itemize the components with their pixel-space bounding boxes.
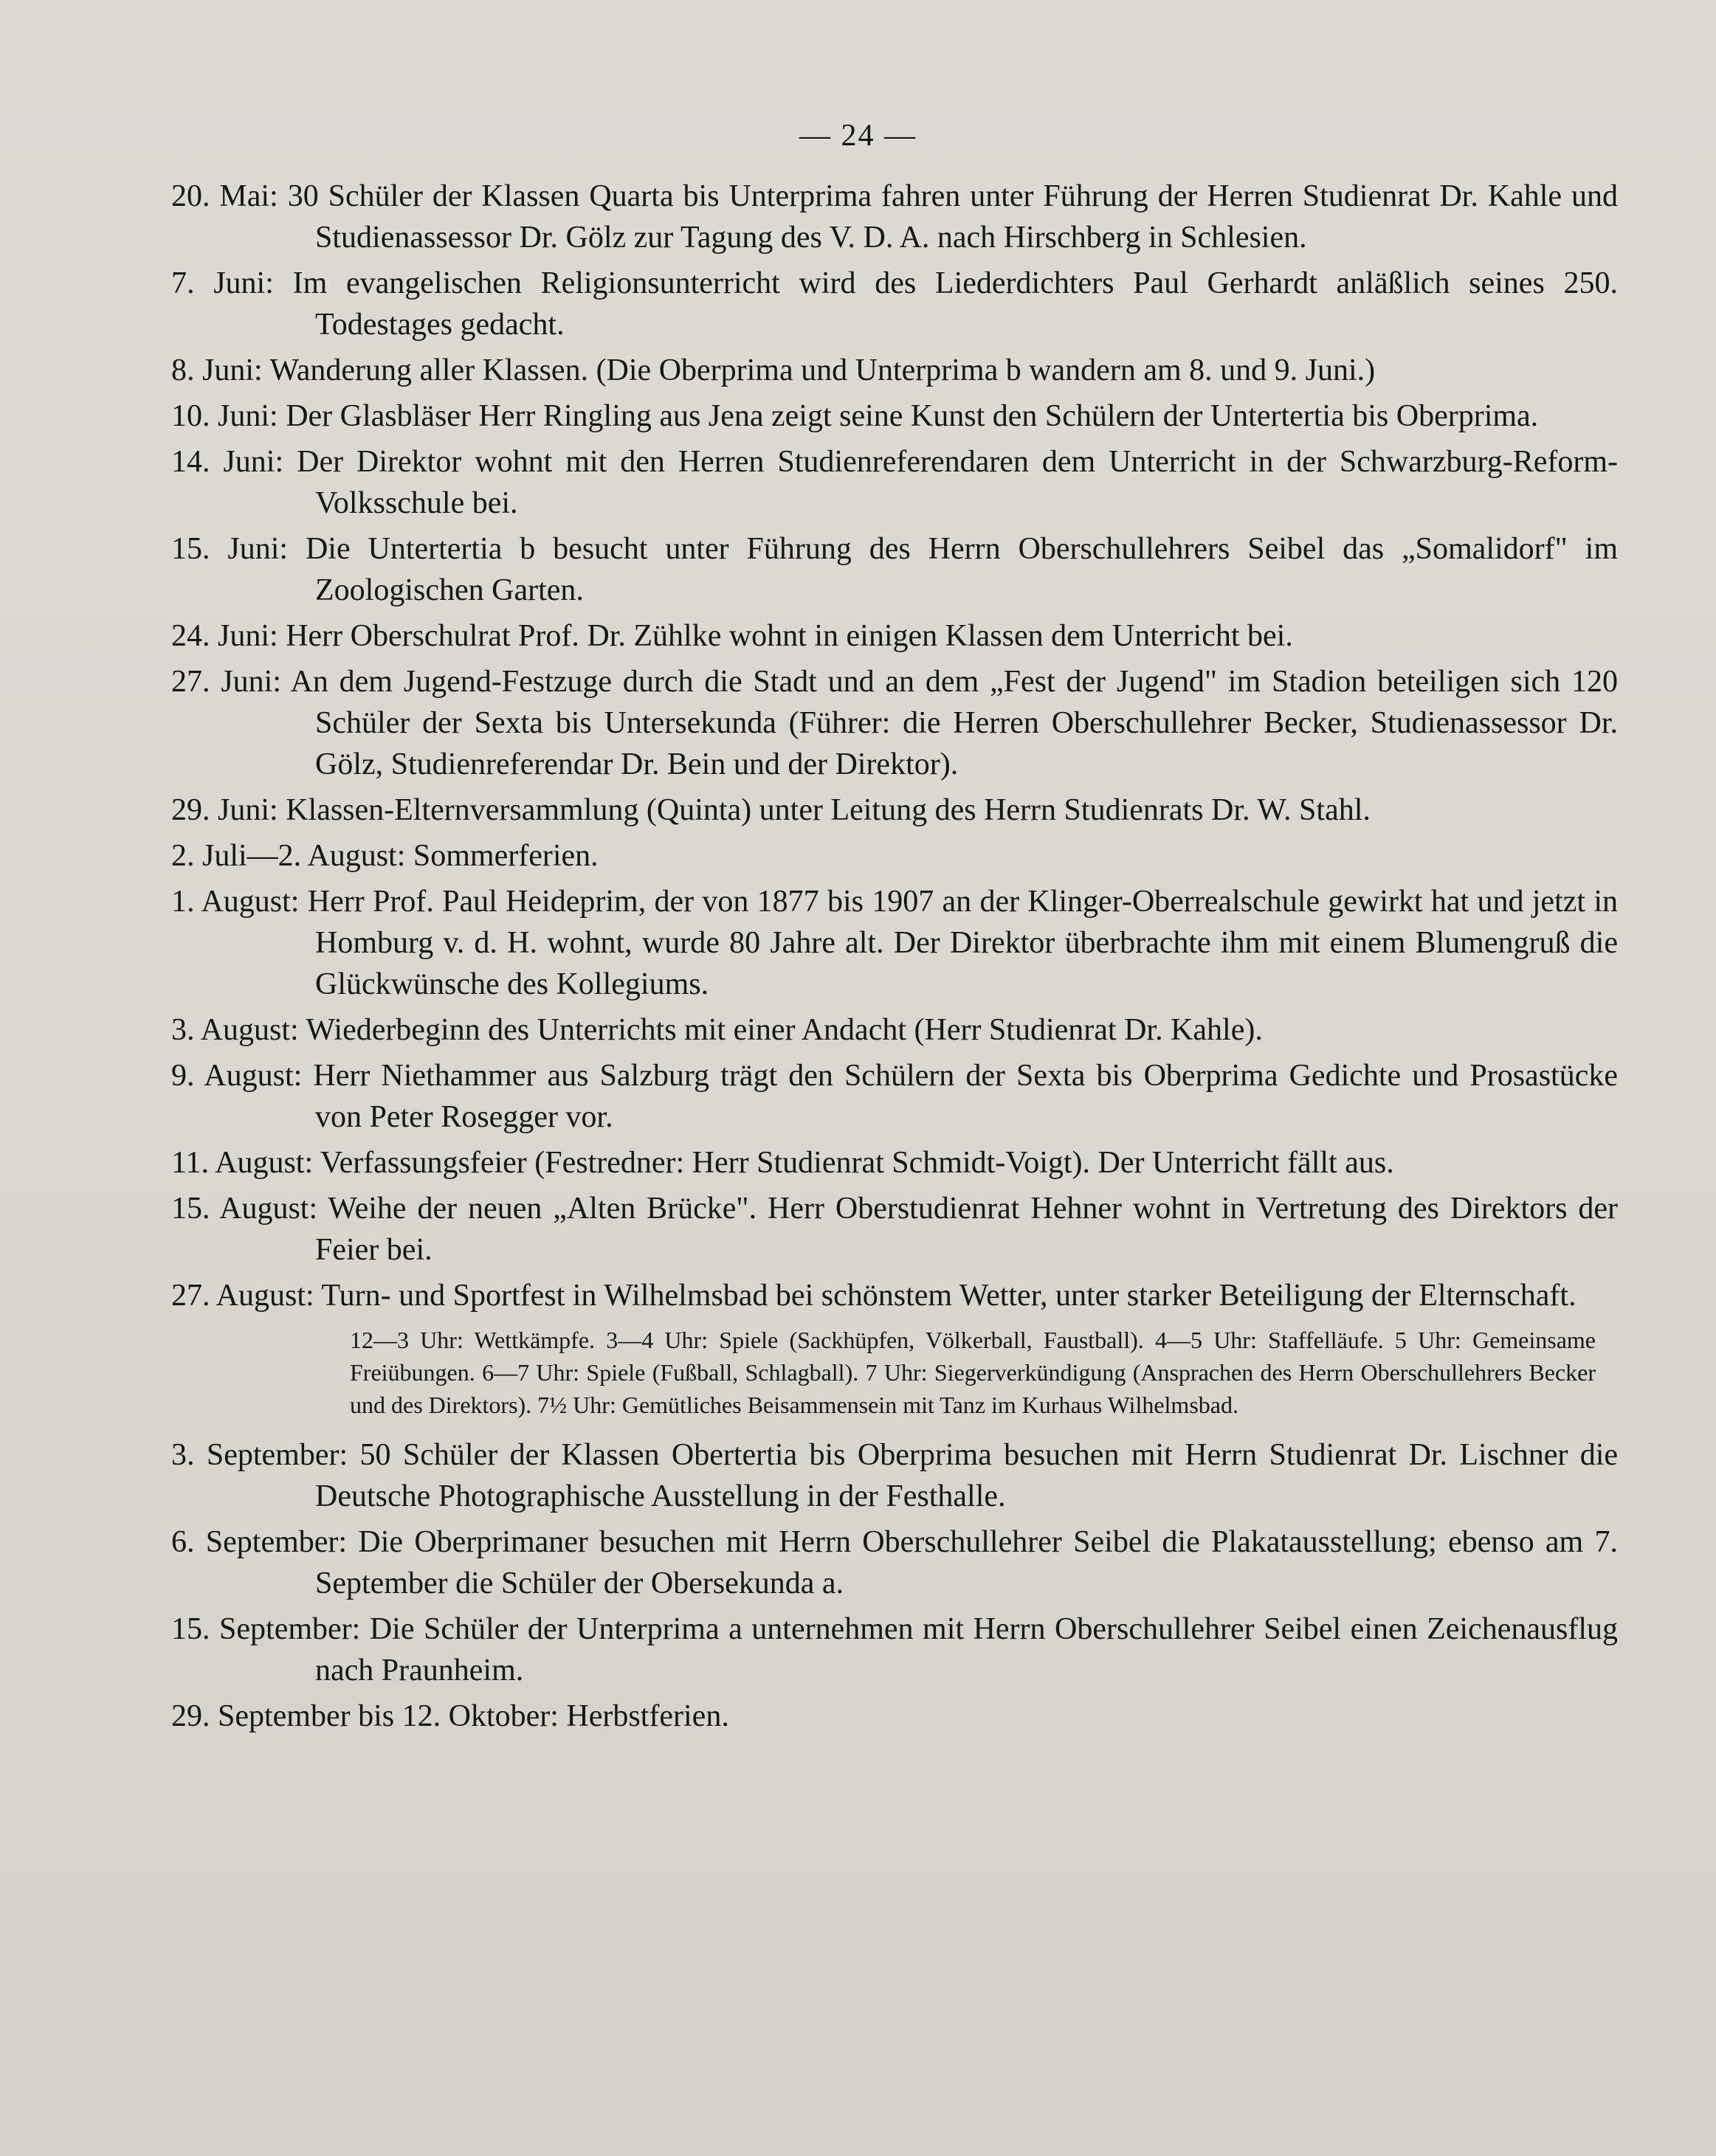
entry-date: 8. Juni: — [171, 353, 263, 387]
entry-date: 11. August: — [171, 1146, 314, 1180]
entry-text: Herr Niethammer aus Salzburg trägt den Schülern der Sexta bis Oberprima Gedichte und Prosastücke von Peter Rosegger vor. — [313, 1059, 1618, 1134]
entry-14-juni — [171, 441, 1618, 524]
entry-text: Die Schüler der Unterprima a unternehmen mit Herrn Oberschullehrer Seibel einen Zeichenausflug nach Praunheim. — [315, 1612, 1618, 1687]
entry-date: 1. August: — [171, 885, 300, 919]
entry-date: 15. September: — [171, 1612, 361, 1646]
entry-date: 3. September: — [171, 1438, 348, 1472]
entry-15-juni — [171, 528, 1618, 611]
entry-11-august — [171, 1142, 1618, 1184]
entry-date: 3. August: — [171, 1013, 299, 1047]
entry-text: Herr Oberschulrat Prof. Dr. Zühlke wohnt in einigen Klassen dem Unterricht bei. — [286, 619, 1293, 653]
entry-29-juni — [171, 790, 1618, 831]
entry-text: Die Oberprimaner besuchen mit Herrn Oberschullehrer Seibel die Plakatausstellung; ebenso am 7. September die Schüler der Obersekunda a. — [315, 1525, 1619, 1600]
entry-text: Im evangelischen Religionsunterricht wird des Liederdichters Paul Gerhardt anläßlich seines 250. Todestages gedacht. — [292, 266, 1618, 342]
entry-6-september — [171, 1521, 1618, 1604]
entry-text: 30 Schüler der Klassen Quarta bis Unterprima fahren unter Führung der Herren Studienrat Dr. Kahle und Studienassessor Dr. Gölz zur Tagung des V. D. A. nach Hirschberg in Schlesien. — [287, 179, 1619, 255]
entry-date: 15. Juni: — [171, 532, 289, 566]
entry-text: Die Untertertia b besucht unter Führung des Herrn Oberschullehrers Seibel das „Somalidorf" im Zoologischen Garten. — [305, 532, 1618, 607]
entry-3-september — [171, 1434, 1618, 1517]
entry-24-juni — [171, 615, 1618, 657]
entry-text: Klassen-Elternversammlung (Quinta) unter Leitung des Herrn Studienrats Dr. W. Stahl. — [286, 793, 1371, 827]
entry-date: 6. September: — [171, 1525, 348, 1559]
entry-text: Verfassungsfeier (Festredner: Herr Studienrat Schmidt-Voigt). Der Unterricht fällt aus. — [320, 1146, 1394, 1180]
entry-text: Wiederbeginn des Unterrichts mit einer Andacht (Herr Studienrat Dr. Kahle). — [306, 1013, 1263, 1047]
entry-date: 20. Mai: — [171, 179, 278, 213]
entry-text: An dem Jugend-Festzuge durch die Stadt und an dem „Fest der Jugend" im Stadion beteiligen sich 120 Schüler der Sexta bis Untersekunda (Führer: die Herren Oberschullehrer Becker, Studienassessor Dr. Gölz, Studienreferendar Dr. Bein und der Direktor). — [290, 665, 1618, 781]
entry-date: 2. Juli—2. August: — [171, 839, 406, 873]
chronicle-entries — [171, 176, 1618, 1741]
entry-text: 50 Schüler der Klassen Obertertia bis Oberprima besuchen mit Herrn Studienrat Dr. Lischner die Deutsche Photographische Ausstellung in der Festhalle. — [315, 1438, 1619, 1513]
entry-text: Weihe der neuen „Alten Brücke". Herr Oberstudienrat Hehner wohnt in Vertretung des Direktors der Feier bei. — [315, 1192, 1619, 1267]
entry-20-mai — [171, 176, 1618, 258]
entry-date: 9. August: — [171, 1059, 303, 1093]
entry-date: 27. August: — [171, 1279, 314, 1313]
entry-3-august — [171, 1009, 1618, 1051]
entry-27-august — [171, 1275, 1618, 1316]
sportfest-schedule-note: 12—3 Uhr: Wettkämpfe. 3—4 Uhr: Spiele (Sackhüpfen, Völkerball, Faustball). 4—5 Uhr: Staffelläufe. 5 Uhr: Gemeinsame Freiübungen. 6—7 Uhr: Spiele (Fußball, Schlagball). 7 Uhr: Siegerverkündigung (Ansprachen des Herrn Oberschullehrers Becker und des Direktors). 7½ Uhr: Gemütliches Beisammensein mit Tanz im Kurhaus Wilhelmsbad. — [350, 1327, 1596, 1418]
entry-date: 29. September bis 12. Oktober: — [171, 1699, 559, 1733]
entry-text: Sommerferien. — [413, 839, 599, 873]
entry-date: 10. Juni: — [171, 399, 278, 433]
entry-text: Turn- und Sportfest in Wilhelmsbad bei schönstem Wetter, unter starker Beteiligung der Elternschaft. — [321, 1279, 1577, 1313]
entry-7-juni — [171, 263, 1618, 345]
entry-date: 7. Juni: — [171, 266, 274, 300]
entry-15-august — [171, 1188, 1618, 1271]
entry-text: Der Direktor wohnt mit den Herren Studienreferendaren dem Unterricht in der Schwarzburg-Reform-Volksschule bei. — [297, 445, 1618, 520]
entry-text: Herbstferien. — [566, 1699, 729, 1733]
entry-date: 27. Juni: — [171, 665, 281, 699]
entry-text: Herr Prof. Paul Heideprim, der von 1877 bis 1907 an der Klinger-Oberrealschule gewirkt hat und jetzt in Homburg v. d. H. wohnt, wurde 80 Jahre alt. Der Direktor überbrachte ihm mit einem Blumengruß die Glückwünsche des Kollegiums. — [307, 885, 1619, 1001]
entry-text: Der Glasbläser Herr Ringling aus Jena zeigt seine Kunst den Schülern der Untertertia bis Oberprima. — [286, 399, 1539, 433]
entry-date: 14. Juni: — [171, 445, 284, 479]
entry-1-august — [171, 881, 1618, 1005]
entry-10-juni — [171, 395, 1618, 437]
entry-date: 15. August: — [171, 1192, 318, 1226]
entry-27-juni — [171, 661, 1618, 785]
page-number: — 24 — — [799, 119, 917, 153]
entry-29-september — [171, 1696, 1618, 1737]
entry-8-juni — [171, 350, 1618, 391]
entry-2-juli — [171, 835, 1618, 877]
entry-text: Wanderung aller Klassen. (Die Oberprima und Unterprima b wandern am 8. und 9. Juni.) — [269, 353, 1376, 387]
entry-date: 29. Juni: — [171, 793, 278, 827]
entry-15-september — [171, 1609, 1618, 1691]
entry-date: 24. Juni: — [171, 619, 278, 653]
entry-9-august — [171, 1055, 1618, 1138]
